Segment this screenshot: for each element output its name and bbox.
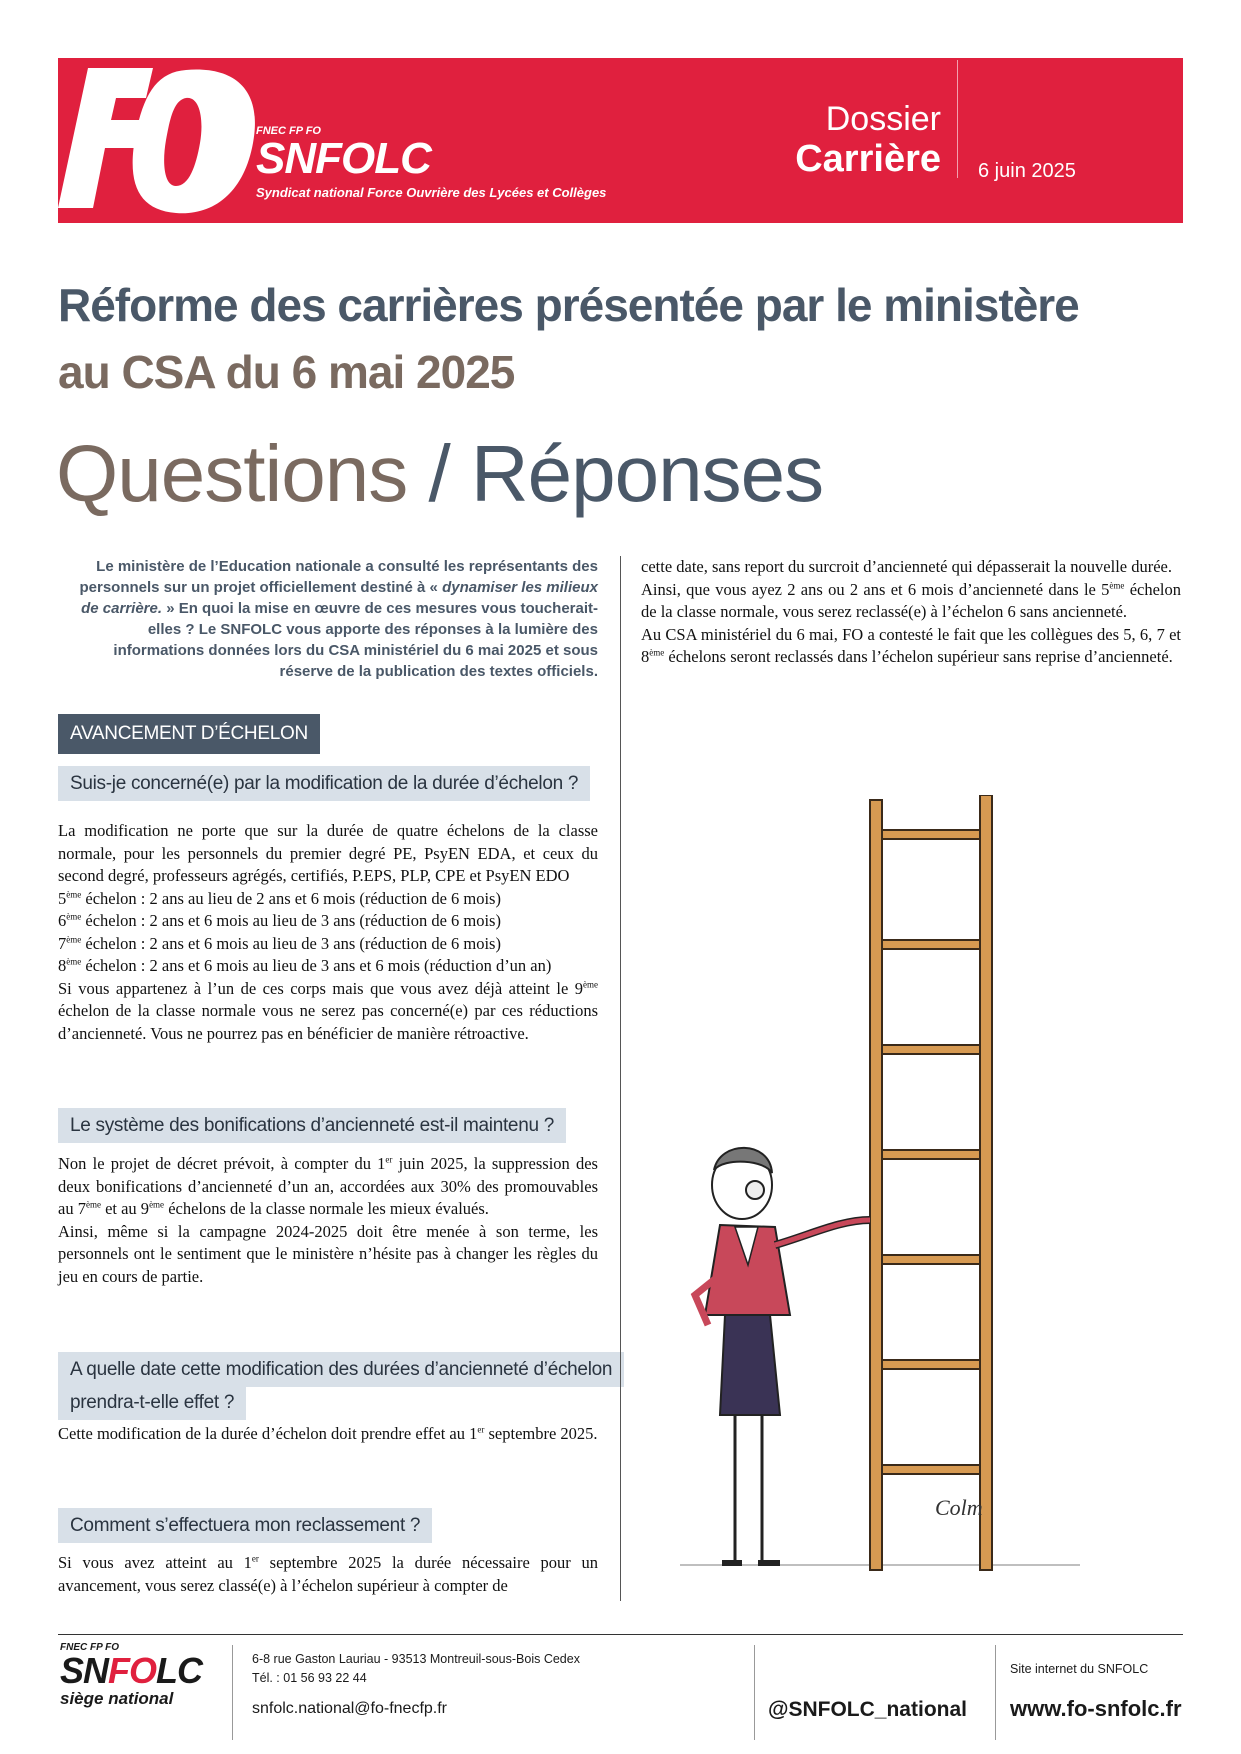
- footer-email-link[interactable]: snfolc.national@fo-fnecfp.fr: [252, 1700, 448, 1717]
- ladder: [870, 795, 992, 1570]
- union-brand: [256, 125, 606, 200]
- sup: er: [251, 1553, 259, 1564]
- footer-rule: [58, 1634, 1183, 1635]
- dossier-word: Dossier: [825, 100, 941, 138]
- question-3-line1: A quelle date cette modification des durées d’ancienneté d’échelon: [70, 1359, 613, 1380]
- echelon-8-num: 8: [58, 956, 67, 975]
- right-p2b: échelon de la classe normale, vous serez reclassé(e) à l’échelon 6 sans ancienneté.: [641, 579, 1182, 621]
- sup: ème: [649, 647, 665, 658]
- header-divider: [957, 60, 958, 178]
- footer-small: FNEC FP FO: [60, 1642, 120, 1653]
- footer-address-line: 6-8 rue Gaston Lauriau - 93513 Montreuil-sous-Bois Cedex: [252, 1652, 580, 1666]
- subtitle: [56, 428, 823, 520]
- footer-site-link[interactable]: www.fo-snfolc.fr: [1010, 1696, 1182, 1721]
- footer-divider-3: [995, 1645, 996, 1740]
- footer-site-label: Site internet du SNFOLC: [1010, 1662, 1149, 1676]
- answer-4: [58, 1552, 598, 1597]
- answer-1-end1: Si vous appartenez à l’un de ces corps mais que vous avez déjà atteint le: [58, 978, 569, 998]
- sup: ème: [66, 956, 82, 967]
- cartoon-illustration: [680, 795, 1080, 1600]
- echelon-8-text: échelon : 2 ans et 6 mois au lieu de 3 ans et 6 mois (réduction d’un an): [81, 956, 552, 975]
- footer-divider-2: [754, 1645, 755, 1740]
- answer-3-a1: Cette modification de la durée d’échelon doit prendre effet au 1: [58, 1424, 478, 1443]
- answer-2-a4: échelons de la classe normale les mieux évalués.: [164, 1199, 489, 1218]
- answer-4-continued: [641, 556, 1181, 669]
- sup: ème: [1109, 580, 1125, 590]
- answer-1-intro: La modification ne porte que sur la durée de quatre échelons de la classe normale, pour les personnels du premier degré PE, PsyEN EDA, et ceux du second degré, professeurs agrégés, certifiés, P.EPS, PLP, CPE et PsyEN EDO: [58, 821, 598, 885]
- page-title-line1: Réforme des carrières présentée par le ministère: [58, 279, 1079, 331]
- dossier-type: Carrière: [795, 138, 941, 180]
- footer-tel: Tél. : 01 56 93 22 44: [252, 1671, 367, 1685]
- echelon-6-num: 6: [58, 911, 67, 930]
- echelon-5-text: échelon : 2 ans au lieu de 2 ans et 6 mois (réduction de 6 mois): [81, 888, 501, 908]
- sup: er: [385, 1154, 393, 1165]
- woman-figure: [695, 1148, 870, 1563]
- footer-siege: siège national: [60, 1689, 174, 1708]
- answer-2-a3: et au 9: [100, 1199, 150, 1218]
- subtitle-reponses: Réponses: [470, 429, 824, 518]
- question-2: Le système des bonifications d’ancienneté est-il maintenu ?: [58, 1108, 566, 1143]
- question-4: Comment s’effectuera mon reclassement ?: [58, 1508, 432, 1543]
- right-p3a: Au CSA ministériel du 6 mai, FO a contesté le fait que les collègues des 5, 6, 7 et 8: [641, 624, 1181, 666]
- fo-logo: [58, 58, 268, 228]
- answer-2-a2: juin 2025, la suppression des deux bonifications d’ancienneté d’un an, accordées aux 30% des promouvables au 7: [58, 1154, 598, 1218]
- section-heading: AVANCEMENT D’ÉCHELON: [58, 714, 320, 754]
- echelon-9-num: 9: [574, 978, 584, 998]
- cartoon-signature: Colm: [935, 1495, 983, 1520]
- echelon-7-text: échelon : 2 ans et 6 mois au lieu de 3 ans (réduction de 6 mois): [81, 933, 501, 953]
- answer-4-a1: Si vous avez atteint au 1: [58, 1553, 252, 1572]
- question-3-line2: prendra-t-elle effet ?: [70, 1392, 235, 1413]
- echelon-5-num: 5: [58, 888, 67, 908]
- footer-name-c: LC: [156, 1650, 203, 1691]
- answer-1: [58, 820, 598, 1045]
- footer-name-b: FO: [108, 1650, 157, 1691]
- footer-name-a: SN: [60, 1650, 109, 1691]
- footer-twitter-link[interactable]: @SNFOLC_national: [768, 1698, 967, 1721]
- intro-paragraph: [58, 556, 598, 682]
- union-full-name: Syndicat national Force Ouvrière des Lycées et Collèges: [256, 185, 607, 200]
- answer-3-a2: septembre 2025.: [484, 1424, 598, 1443]
- intro-part1: Le ministère de l’Education nationale a consulté les représentants des personnels sur un projet officiellement destiné à «: [79, 558, 598, 596]
- sup: ème: [583, 979, 599, 989]
- answer-2-a5: Ainsi, même si la campagne 2024-2025 doit être menée à son terme, les personnels ont le sentiment que le ministère n’hésite pas à changer les règles du jeu en cours de partie.: [58, 1221, 598, 1286]
- echelon-6-text: échelon : 2 ans et 6 mois au lieu de 3 ans (réduction de 6 mois): [81, 911, 501, 930]
- right-p2a: Ainsi, que vous ayez 2 ans ou 2 ans et 6 mois d’ancienneté dans le 5: [641, 579, 1110, 599]
- issue-date: 6 juin 2025: [978, 160, 1076, 182]
- question-1: Suis-je concerné(e) par la modification de la durée d’échelon ?: [58, 766, 590, 801]
- answer-2: [58, 1153, 598, 1288]
- footer-address: [252, 1650, 580, 1688]
- dossier-label: [795, 100, 941, 180]
- sup: ème: [85, 1199, 101, 1210]
- question-3: [58, 1352, 624, 1387]
- intro-part2: » En quoi la mise en œuvre de ces mesures vous toucherait-elles ? Le SNFOLC vous apporte des réponses à la lumière des informations données lors du CSA ministériel du 6 mai 2025 et sous réserve de la publication des textes officiels.: [113, 600, 598, 680]
- page-title-line2: au CSA du 6 mai 2025: [58, 346, 515, 398]
- right-p1: cette date, sans report du surcroit d’ancienneté qui dépasserait la nouvelle durée.: [641, 557, 1172, 576]
- subtitle-slash: /: [428, 429, 450, 518]
- answer-2-a1: Non le projet de décret prévoit, à compter du 1: [58, 1154, 386, 1173]
- sup: ème: [66, 889, 82, 899]
- footer-name: [60, 1650, 203, 1691]
- sup: er: [477, 1424, 485, 1435]
- union-small: FNEC FP FO: [256, 125, 321, 137]
- right-p3b: échelons seront reclassés dans l’échelon supérieur sans reprise d’ancienneté.: [664, 647, 1173, 666]
- echelon-7-num: 7: [58, 933, 67, 953]
- sup: ème: [66, 934, 82, 944]
- question-3-cont: [58, 1385, 246, 1420]
- intro-quote: dynamiser les milieux de carrière.: [81, 579, 598, 617]
- answer-3: [58, 1423, 598, 1446]
- footer-logo: [60, 1642, 202, 1709]
- subtitle-questions: Questions: [56, 429, 408, 518]
- answer-4-a2: septembre 2025 la durée nécessaire pour un avancement, vous serez classé(e) à l’échelon supérieur à compter de: [58, 1553, 598, 1595]
- union-name: SNFOLC: [256, 134, 431, 183]
- sup: ème: [66, 911, 82, 922]
- column-divider: [620, 556, 621, 1601]
- sup: ème: [149, 1199, 165, 1210]
- footer-divider-1: [232, 1645, 233, 1740]
- answer-1-end2: échelon de la classe normale vous ne serez pas concerné(e) par ces réductions d’ancienneté. Vous ne pourrez pas en bénéficier de manière rétroactive.: [58, 1001, 598, 1043]
